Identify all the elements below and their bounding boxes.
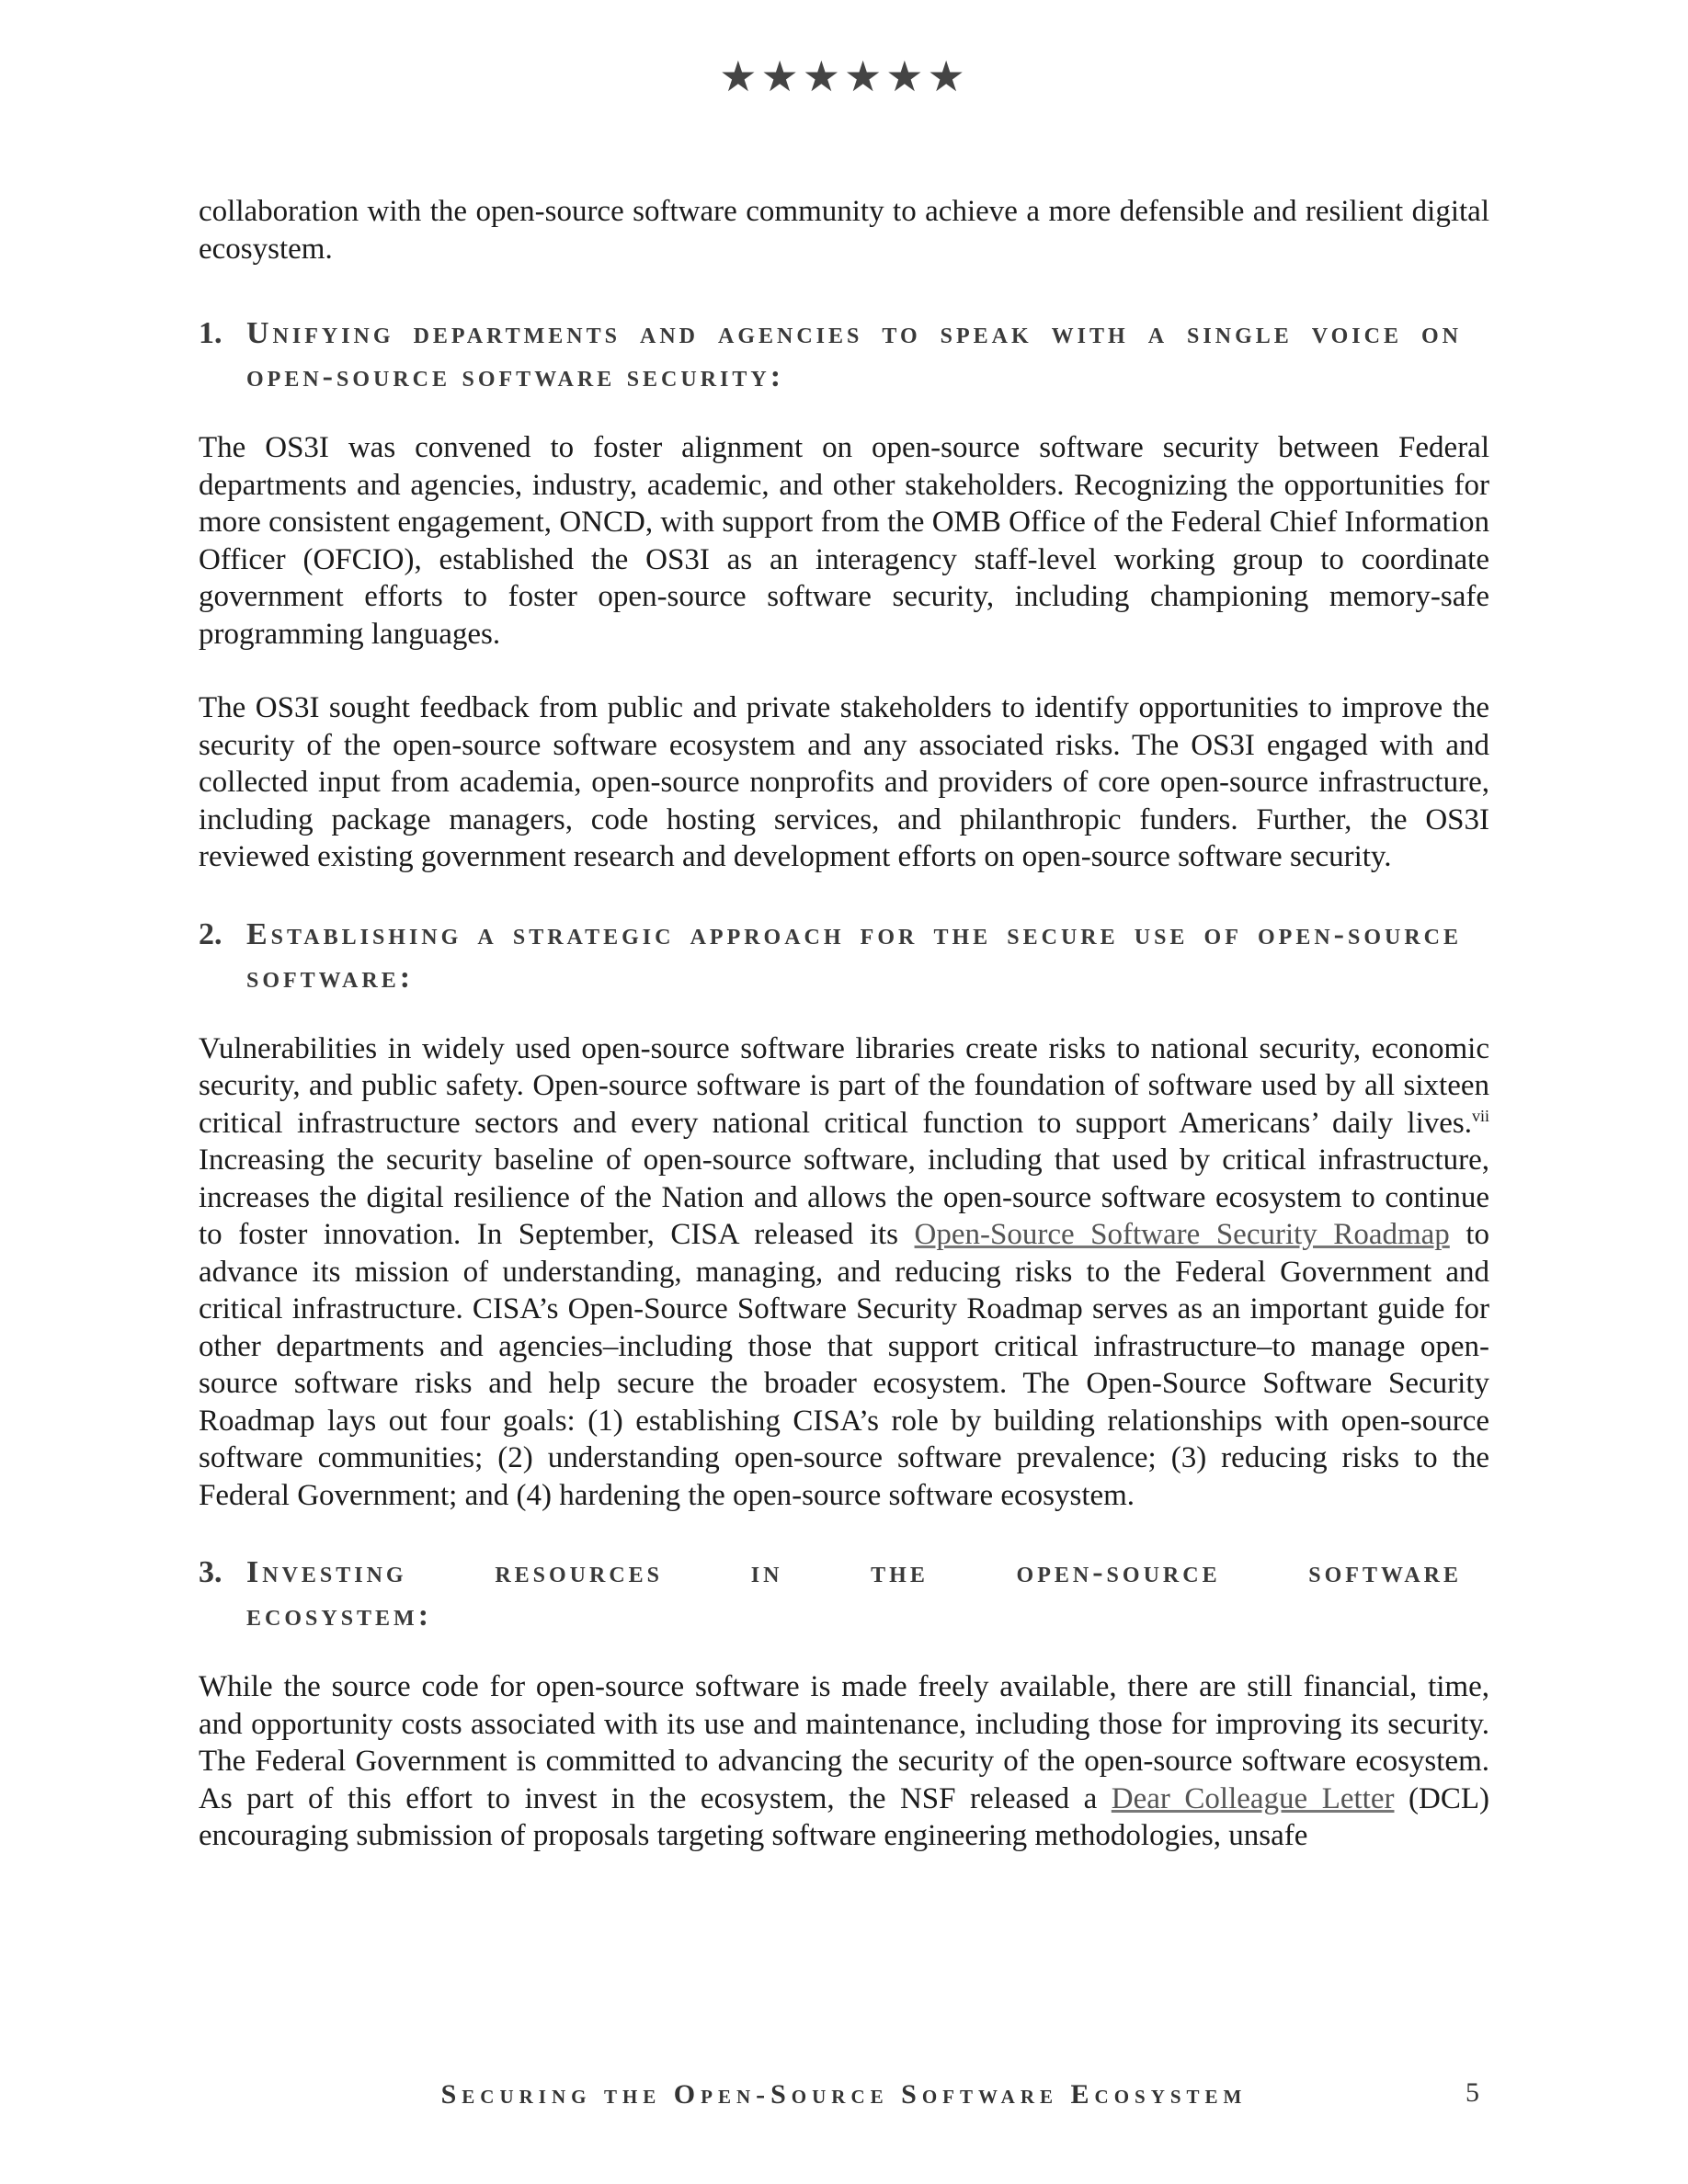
section-1-title: Unifying departments and agencies to speak with a single voice on open-source software security: bbox=[246, 316, 1462, 393]
section-2-text-b: Increasing the security baseline of open-source software, including that used by critical infrastructure, increases the digital resilience of the Nation and allows the open-source software ecosystem to continue to foster innovation. In September, CISA released its bbox=[199, 1143, 1489, 1251]
section-1-paragraph-2: The OS3I sought feedback from public and private stakeholders to identify opportunities to improve the security of the open-source software ecosystem and any associated risks. The OS3I engaged with and collected input from academia, open-source nonprofits and providers of core open-source infrastructure, including package managers, code hosting services, and philanthropic funders. Further, the OS3I reviewed existing government research and development efforts on open-source software security. bbox=[199, 691, 1489, 873]
section-3-title-line-1: Investing resources in the open-source software bbox=[246, 1555, 1462, 1589]
section-2-text-c: to advance its mission of understanding, managing, and reducing risks to the Federal Government and critical infrastructure. CISA’s Open-Source Software Security Roadmap serves as an important guide for other departments and agencies–including those that support critical infrastructure–to manage open-source software risks and help secure the broader ecosystem. The Open-Source Software Security Roadmap lays out four goals: (1) establishing CISA’s role by building relationships with open-source software communities; (2) understanding open-source software prevalence; (3) reducing risks to the Federal Government; and (4) hardening the open-source software ecosystem. bbox=[199, 1218, 1489, 1512]
section-1-paragraph-1: The OS3I was convened to foster alignment on open-source software security between Federal departments and agencies, industry, academic, and other stakeholders. Recognizing the opportunities for more consistent engagement, ONCD, with support from the OMB Office of the Federal Chief Information Officer (OFCIO), established the OS3I as an interagency staff-level working group to coordinate government efforts to foster open-source software security, including championing memory-safe programming languages. bbox=[199, 431, 1489, 651]
section-3-paragraph-1 bbox=[199, 1668, 1489, 1855]
footnote-marker[interactable]: vii bbox=[1471, 1106, 1489, 1125]
dear-colleague-letter-link[interactable]: Dear Colleague Letter bbox=[1111, 1781, 1395, 1815]
section-3-text-a: While the source code for open-source software is made freely available, there are still financial, time, and opportunity costs associated with its use and maintenance, including those for improving its security. The Federal Government is committed to advancing the security of the open-source software ecosystem. As part of this effort to invest in the ecosystem, the NSF released a bbox=[199, 1670, 1489, 1815]
section-3-title bbox=[246, 1551, 1489, 1637]
header-stars-icon: ★★★★★★ bbox=[719, 53, 969, 100]
page-content bbox=[199, 193, 1489, 1855]
intro-paragraph: collaboration with the open-source software community to achieve a more defensible and resilient digital ecosystem. bbox=[199, 195, 1489, 266]
page-number: 5 bbox=[1466, 2077, 1479, 2108]
section-2-heading bbox=[199, 913, 1489, 999]
section-3-title-line-2: ecosystem: bbox=[246, 1598, 433, 1632]
section-3-text-b: (DCL) encouraging submission of proposals targeting software engineering methodologies, unsafe bbox=[199, 1781, 1489, 1852]
oss-roadmap-link[interactable]: Open-Source Software Security Roadmap bbox=[914, 1218, 1450, 1251]
section-2-paragraph-1 bbox=[199, 1030, 1489, 1515]
section-2-number: 2. bbox=[199, 916, 222, 951]
section-3-number: 3. bbox=[199, 1555, 222, 1589]
section-1-number: 1. bbox=[199, 316, 222, 350]
footer-title: Securing the Open-Source Software Ecosystem bbox=[440, 2079, 1248, 2110]
section-2-text-a: Vulnerabilities in widely used open-source software libraries create risks to national security, economic security, and public safety. Open-source software is part of the foundation of software used by all sixteen critical infrastructure sectors and every national critical function to support Americans’ daily lives. bbox=[199, 1031, 1489, 1140]
section-2-title: Establishing a strategic approach for the secure use of open-source software: bbox=[246, 916, 1462, 995]
section-1-heading bbox=[199, 312, 1489, 398]
section-3-heading bbox=[199, 1551, 1489, 1637]
